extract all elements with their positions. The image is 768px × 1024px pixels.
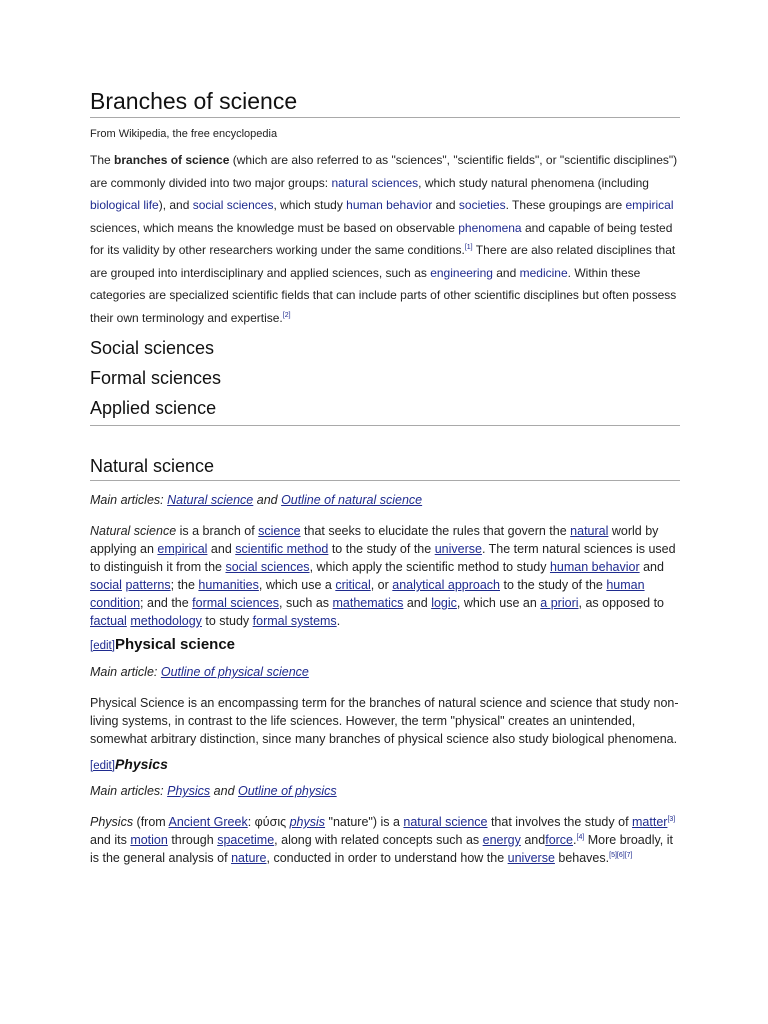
link-motion[interactable]: motion [130,833,168,847]
link-scientific-method[interactable]: scientific method [235,542,329,556]
reference-link[interactable]: [4] [576,833,585,841]
link-physics[interactable]: Physics [167,784,211,798]
link-universe[interactable]: universe [434,542,482,556]
heading-natural-science: Natural science [90,456,680,481]
text: . These groupings are [505,198,626,212]
link-biological-life[interactable]: biological life [90,198,159,212]
text: , such as [279,596,333,610]
text: sciences, which means the knowledge must be based on observable [90,220,459,235]
text: and [403,596,432,610]
text: (from [133,815,169,829]
link-phenomena[interactable]: phenomena [458,220,522,235]
text: More broadly, it is the general analysis of [90,833,673,865]
link-a-priori[interactable]: a priori [540,596,579,610]
text: , which use an [456,596,541,610]
page-subtitle: From Wikipedia, the free encyclopedia [90,128,278,140]
text: ; the [170,578,199,592]
text: Main articles: [90,784,168,798]
text: . [336,614,341,628]
text: behaves. [554,851,610,865]
text: . Within these categories are specialized scientific fields that can include parts of other scientific disciplines but often possess their own terminology and expertise. [90,265,677,325]
link-empirical[interactable]: empirical [157,542,208,556]
intro-paragraph [90,149,680,329]
hatnote [90,663,680,681]
link-social-sciences[interactable]: social sciences [225,560,310,574]
link-medicine[interactable]: medicine [519,265,568,280]
text: , or [370,578,393,592]
link-analytical-approach[interactable]: analytical approach [392,578,500,592]
link-social[interactable]: social [90,578,122,592]
toc-item-social-sciences[interactable]: Social sciences [90,338,215,358]
link-natural-sciences[interactable]: natural sciences [331,175,419,190]
edit-link[interactable]: [edit] [90,760,115,772]
page-title: Branches of science [90,88,680,118]
text: , which apply the scientific method to study [309,560,550,574]
text: The [90,153,115,167]
text: , conducted in order to understand how the [266,851,508,865]
text: , which study [273,198,347,212]
link-formal-systems[interactable]: formal systems [252,614,337,628]
text: that seeks to elucidate the rules that govern the [300,524,571,538]
link-outline-physical-science[interactable]: Outline of physical science [160,665,309,679]
link-physis[interactable]: physis [289,815,326,829]
reference-link[interactable]: [1] [464,244,473,251]
text: ), and [158,198,193,212]
physics-paragraph [90,813,680,867]
toc-item-formal-sciences[interactable]: Formal sciences [90,368,222,388]
link-mathematics[interactable]: mathematics [332,596,404,610]
text: Main articles: [90,493,168,507]
text: . [573,833,577,847]
heading-physical-science [90,636,680,653]
hatnote [90,782,680,800]
text: to study [201,614,253,628]
link-societies[interactable]: societies [458,198,506,212]
reference-link[interactable]: [3] [667,815,676,823]
text: to the study of the [500,578,607,592]
natural-science-paragraph [90,522,680,630]
text: and [639,560,664,574]
link-human-behavior[interactable]: human behavior [346,198,433,212]
physical-science-paragraph: Physical Science is an encompassing term for the branches of natural science and science that study non-living systems, in contrast to the life sciences. However, the term "physical" creates an unintended, somewhat arbitrary distinction, since many branches of physical science also study biological phenomena. [90,696,679,746]
link-force[interactable]: force [545,833,574,847]
text: and [207,542,236,556]
link-natural-science[interactable]: natural science [403,815,488,829]
text: through [167,833,218,847]
link-natural-science[interactable]: Natural science [167,493,254,507]
link-critical[interactable]: critical [335,578,371,592]
link-factual[interactable]: factual [90,614,127,628]
heading-text: Physical science [114,636,236,653]
text: and capable of being tested for its validity by other researchers working under the same conditions. [90,220,673,257]
link-patterns[interactable]: patterns [125,578,171,592]
text: . The term natural sciences is used to distinguish it from the [90,542,676,574]
text: and [492,265,520,280]
text: and [432,198,459,212]
text: , which study natural phenomena (including [418,175,649,190]
link-spacetime[interactable]: spacetime [217,833,275,847]
link-formal-sciences[interactable]: formal sciences [192,596,280,610]
link-universe[interactable]: universe [507,851,555,865]
bold-term: branches of science [114,153,230,167]
text: Main article: [90,665,161,679]
text: and [210,784,238,798]
link-outline-physics[interactable]: Outline of physics [238,784,337,798]
edit-link[interactable]: [edit] [90,640,115,652]
link-engineering[interactable]: engineering [430,265,493,280]
link-empirical[interactable]: empirical [625,198,674,212]
link-humanities[interactable]: humanities [198,578,259,592]
text: There are also related disciplines that are grouped into interdisciplinary and applied sciences, such as [90,243,676,280]
text: (which are also referred to as "sciences", "scientific fields", or "scientific disciplines") are commonly divided into two major groups: [90,153,678,190]
text: that involves the study of [487,815,633,829]
link-social-sciences[interactable]: social sciences [192,198,274,212]
link-matter[interactable]: matter [632,815,668,829]
divider [90,425,680,426]
toc-item-applied-science[interactable]: Applied science [90,398,217,418]
reference-link[interactable]: [5][6][7] [609,851,633,859]
link-logic[interactable]: logic [431,596,457,610]
link-science[interactable]: science [258,524,301,538]
text: : φύσις [247,815,290,829]
hatnote [90,491,680,509]
heading-physics [90,756,680,772]
link-energy[interactable]: energy [482,833,521,847]
reference-link[interactable]: [2] [282,311,291,319]
text: is a branch of [176,524,259,538]
text: , along with related concepts such as [274,833,483,847]
text: and its [90,833,131,847]
link-outline-natural-science[interactable]: Outline of natural science [281,493,423,507]
heading-text: Physics [114,756,168,772]
link-methodology[interactable]: methodology [130,614,202,628]
text: , which use a [258,578,336,592]
text: and [253,493,282,507]
link-ancient-greek[interactable]: Ancient Greek [168,815,248,829]
italic-term: Physics [90,815,134,829]
link-nature[interactable]: nature [231,851,267,865]
section-list [90,333,680,426]
text: , as opposed to [578,596,664,610]
text: ; and the [140,596,193,610]
text: world by applying an [90,524,659,556]
link-human-behavior[interactable]: human behavior [549,560,640,574]
italic-term: Natural science [90,524,177,538]
article [90,88,680,867]
link-human-condition[interactable]: human condition [90,578,645,610]
text: to the study of the [328,542,435,556]
link-natural[interactable]: natural [570,524,609,538]
text: "nature") is a [325,815,404,829]
text: and [520,833,546,847]
